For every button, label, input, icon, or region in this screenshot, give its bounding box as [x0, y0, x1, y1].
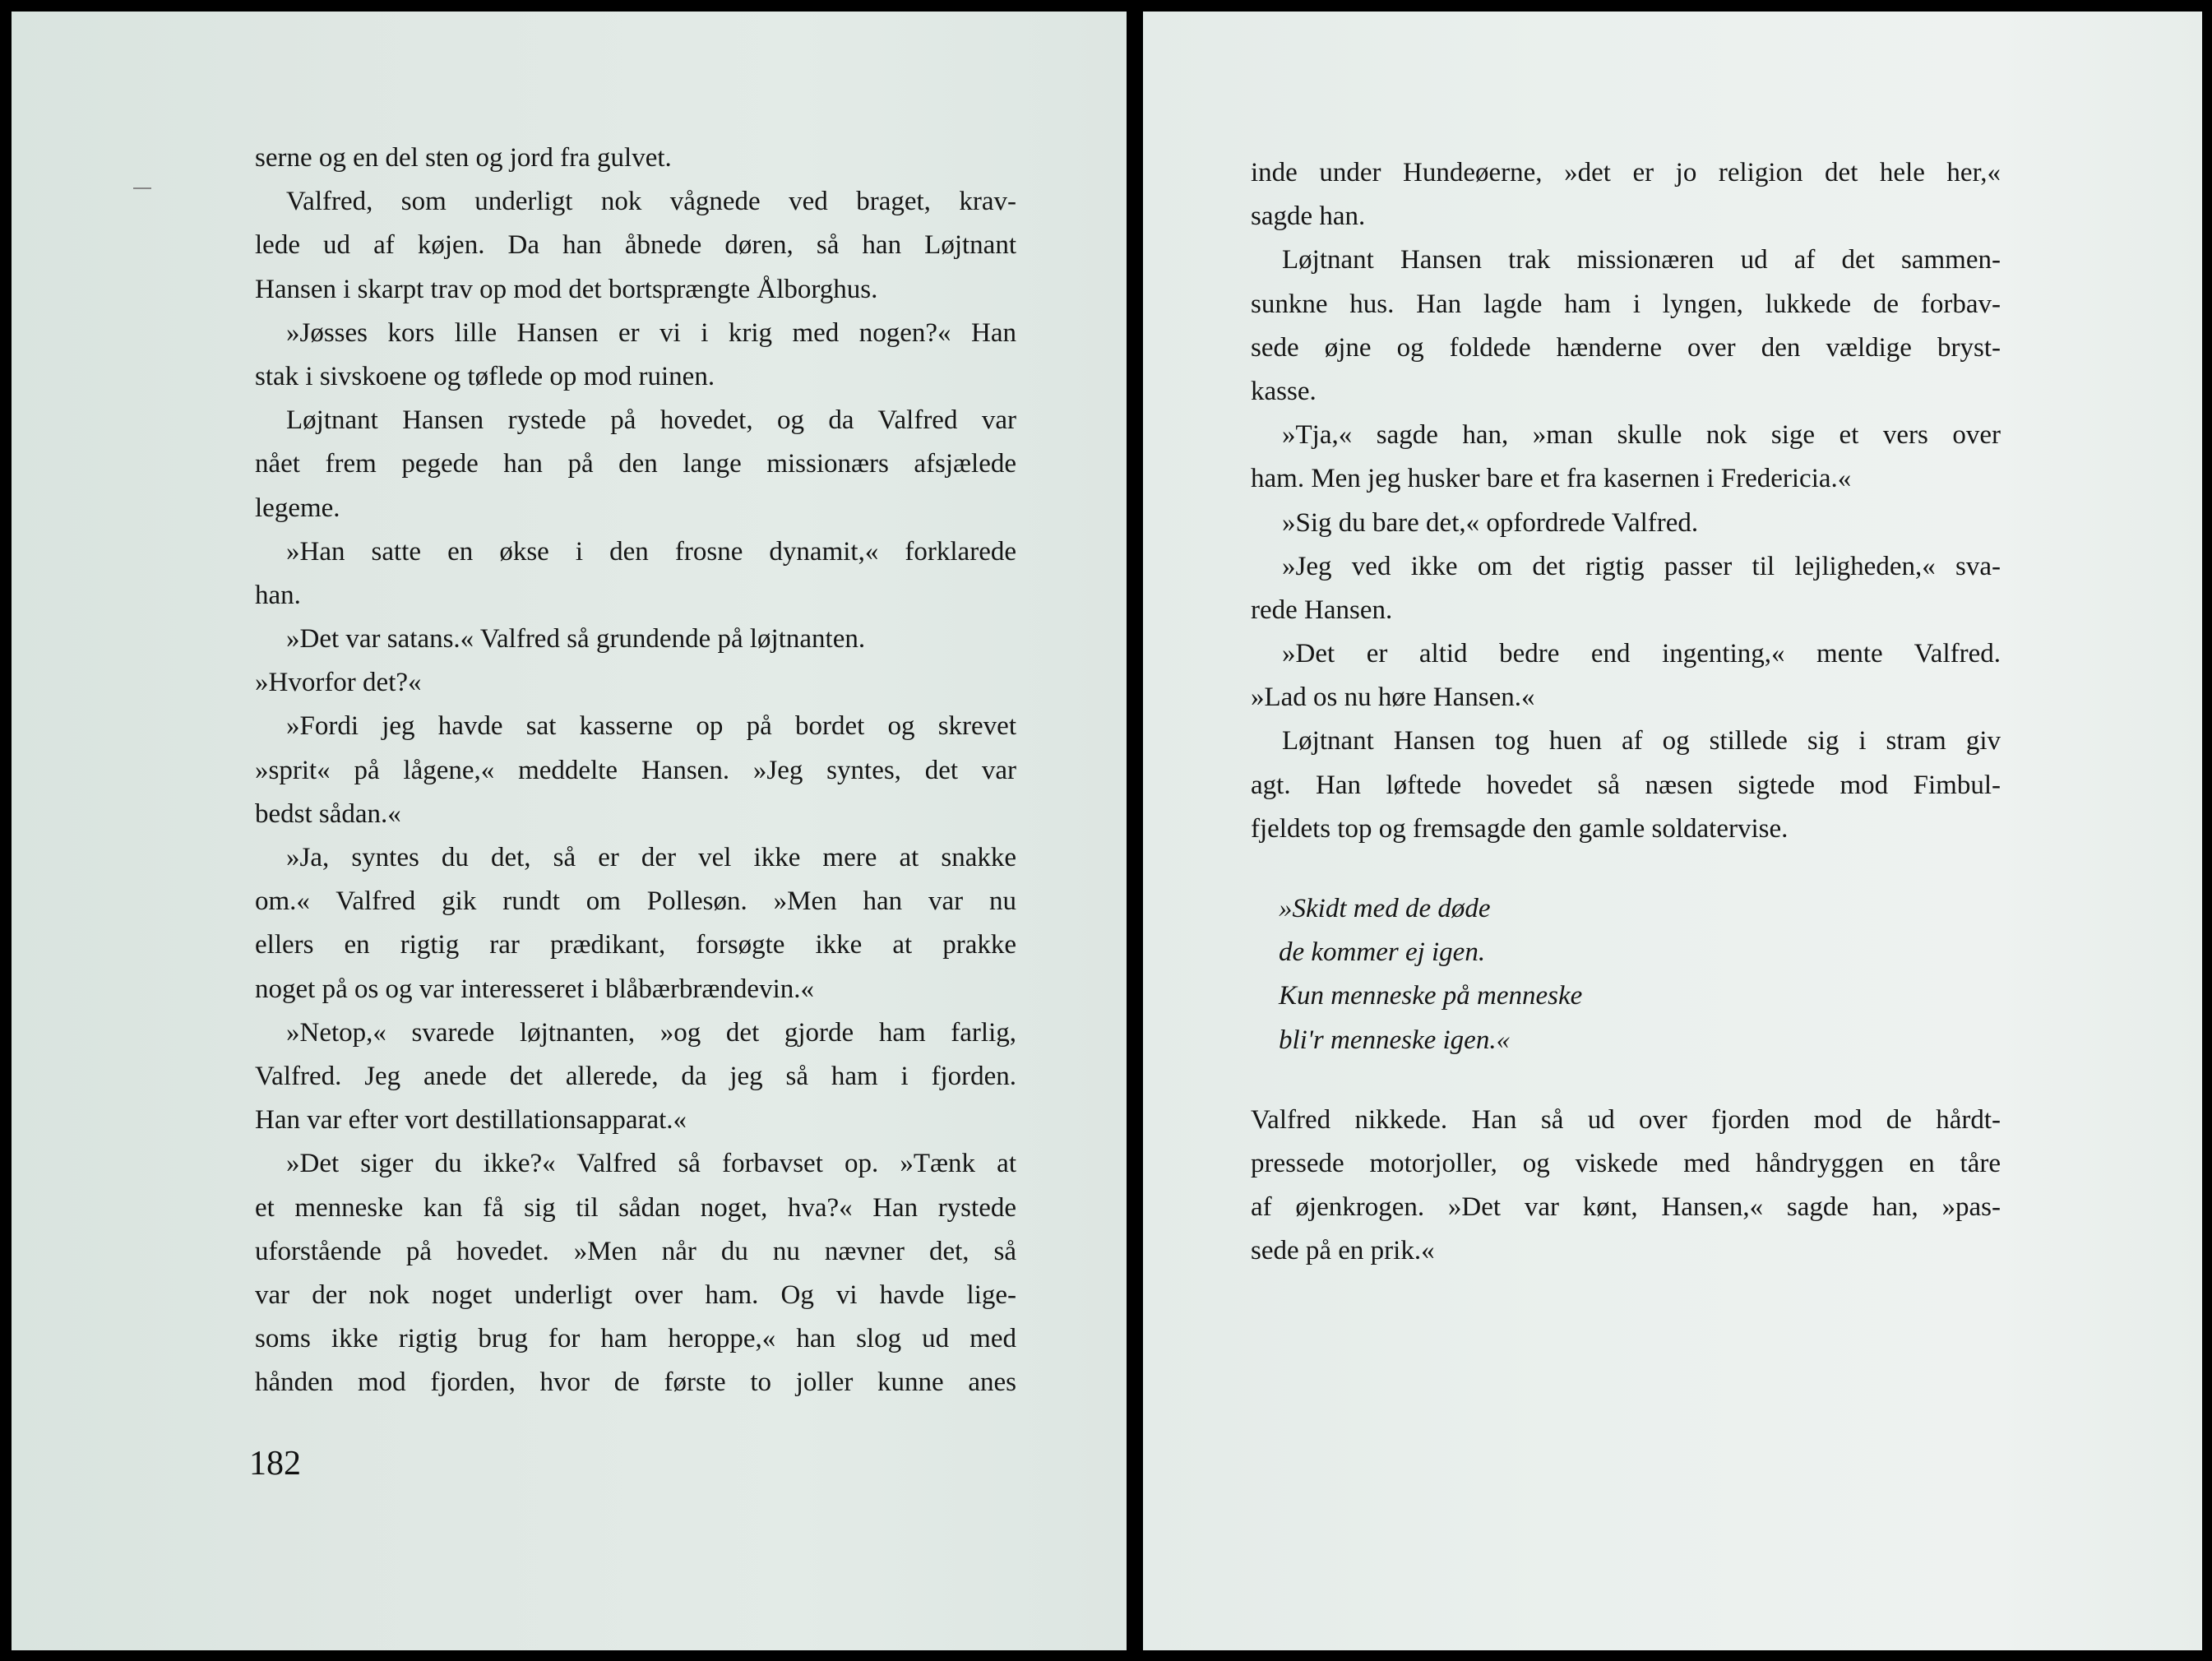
text-line: »Det siger du ikke?« Valfred så forbavset op. »Tænk at: [286, 1149, 1016, 1179]
text-line: sede på en prik.«: [1251, 1236, 1435, 1266]
text-line: Valfred nikkede. Han så ud over fjorden mod de hårdt-: [1251, 1104, 2001, 1135]
text-line: agt. Han løftede hovedet så næsen sigtede mod Fimbul-: [1251, 770, 2001, 800]
text-line: serne og en del sten og jord fra gulvet.: [255, 143, 672, 173]
left-page-text: [255, 136, 1016, 1404]
verse-line: Kun menneske på menneske: [1279, 981, 1583, 1011]
text-line: »Lad os nu høre Hansen.«: [1251, 682, 1535, 713]
text-line: »Det var satans.« Valfred så grundende på løjtnanten.: [286, 624, 866, 655]
text-line: Han var efter vort destillationsapparat.«: [255, 1105, 687, 1136]
page-number: 182: [249, 1445, 301, 1483]
text-line: pressede motorjoller, og viskede med håndryggen en tåre: [1251, 1148, 2001, 1178]
text-line: »Tja,« sagde han, »man skulle nok sige et vers over: [1282, 420, 2001, 451]
right-page-paragraphs: [1251, 151, 2001, 851]
text-line: hånden mod fjorden, hvor de første to joller kunne anes: [255, 1367, 1016, 1398]
text-line: sede øjne og foldede hænderne over den vældige bryst-: [1251, 332, 2001, 363]
verse-line: bli'r menneske igen.«: [1279, 1025, 1511, 1055]
text-line: soms ikke rigtig brug for ham heroppe,« han slog ud med: [255, 1324, 1016, 1354]
text-line: ellers en rigtig rar prædikant, forsøgte ikke at prakke: [255, 930, 1016, 960]
text-line: kasse.: [1251, 376, 1317, 406]
text-line: Valfred. Jeg anede det allerede, da jeg så ham i fjorden.: [255, 1061, 1016, 1091]
text-line: bedst sådan.«: [255, 798, 401, 829]
text-line: »Det er altid bedre end ingenting,« mente Valfred.: [1282, 639, 2001, 669]
text-line: nået frem pegede han på den lange missionærs afsjælede: [255, 449, 1016, 479]
text-line: rede Hansen.: [1251, 595, 1393, 625]
verse: [1251, 887, 2001, 1062]
text-line: Valfred, som underligt nok vågnede ved braget, krav-: [286, 187, 1016, 217]
text-line: fjeldets top og fremsagde den gamle soldatervise.: [1251, 813, 1789, 844]
text-line: han.: [255, 580, 301, 610]
text-line: inde under Hundeøerne, »det er jo religion det hele her,«: [1251, 158, 2001, 187]
text-line: ham. Men jeg husker bare et fra kasernen i Fredericia.«: [1251, 464, 1852, 494]
text-line: »Ja, syntes du det, så er der vel ikke mere at snakke: [286, 843, 1016, 872]
text-line: »sprit« på lågene,« meddelte Hansen. »Jeg syntes, det var: [255, 755, 1016, 785]
verse-line: de kommer ej igen.: [1279, 937, 1486, 968]
text-line: »Netop,« svarede løjtnanten, »og det gjorde ham farlig,: [286, 1017, 1016, 1048]
text-line: uforstående på hovedet. »Men når du nu nævner det, så: [255, 1236, 1016, 1266]
text-line: om.« Valfred gik rundt om Pollesøn. »Men han var nu: [255, 886, 1016, 917]
text-line: sunkne hus. Han lagde ham i lyngen, lukkede de forbav-: [1251, 289, 2001, 319]
text-line: Løjtnant Hansen trak missionæren ud af det sammen-: [1282, 245, 2001, 275]
text-line: af øjenkrogen. »Det var kønt, Hansen,« sagde han, »pas-: [1251, 1192, 2001, 1223]
text-line: »Hvorfor det?«: [255, 668, 422, 698]
text-line: »Fordi jeg havde sat kasserne op på bordet og skrevet: [286, 711, 1016, 742]
text-line: »Jøsses kors lille Hansen er vi i krig med nogen?« Han: [286, 317, 1016, 348]
text-line: Løjtnant Hansen rystede på hovedet, og da Valfred var: [286, 405, 1016, 436]
text-line: sagde han.: [1251, 201, 1366, 232]
closing-paragraph: [1251, 1099, 2001, 1274]
verse-gap-bottom: [1251, 1062, 2001, 1099]
text-line: »Jeg ved ikke om det rigtig passer til lejligheden,« sva-: [1282, 551, 2001, 581]
text-line: noget på os og var interesseret i blåbærbrændevin.«: [255, 974, 814, 1004]
text-line: Hansen i skarpt trav op mod det bortsprængte Ålborghus.: [255, 274, 878, 304]
right-page-text: [1251, 151, 2001, 1274]
margin-mark: [133, 187, 151, 189]
text-line: »Sig du bare det,« opfordrede Valfred.: [1282, 507, 1699, 538]
text-line: legeme.: [255, 493, 340, 523]
left-page: [12, 12, 1127, 1650]
text-line: et menneske kan få sig til sådan noget, hva?« Han rystede: [255, 1192, 1016, 1223]
text-line: var der nok noget underligt over ham. Og vi havde lige-: [255, 1279, 1016, 1310]
text-line: »Han satte en økse i den frosne dynamit,« forklarede: [286, 536, 1016, 567]
text-line: stak i sivskoene og tøflede op mod ruinen.: [255, 361, 715, 391]
text-line: lede ud af køjen. Da han åbnede døren, så han Løjtnant: [255, 230, 1016, 261]
verse-line: »Skidt med de døde: [1279, 894, 1491, 923]
text-line: Løjtnant Hansen tog huen af og stillede sig i stram giv: [1282, 726, 2001, 756]
verse-gap-top: [1251, 851, 2001, 887]
right-page: [1143, 12, 2202, 1650]
